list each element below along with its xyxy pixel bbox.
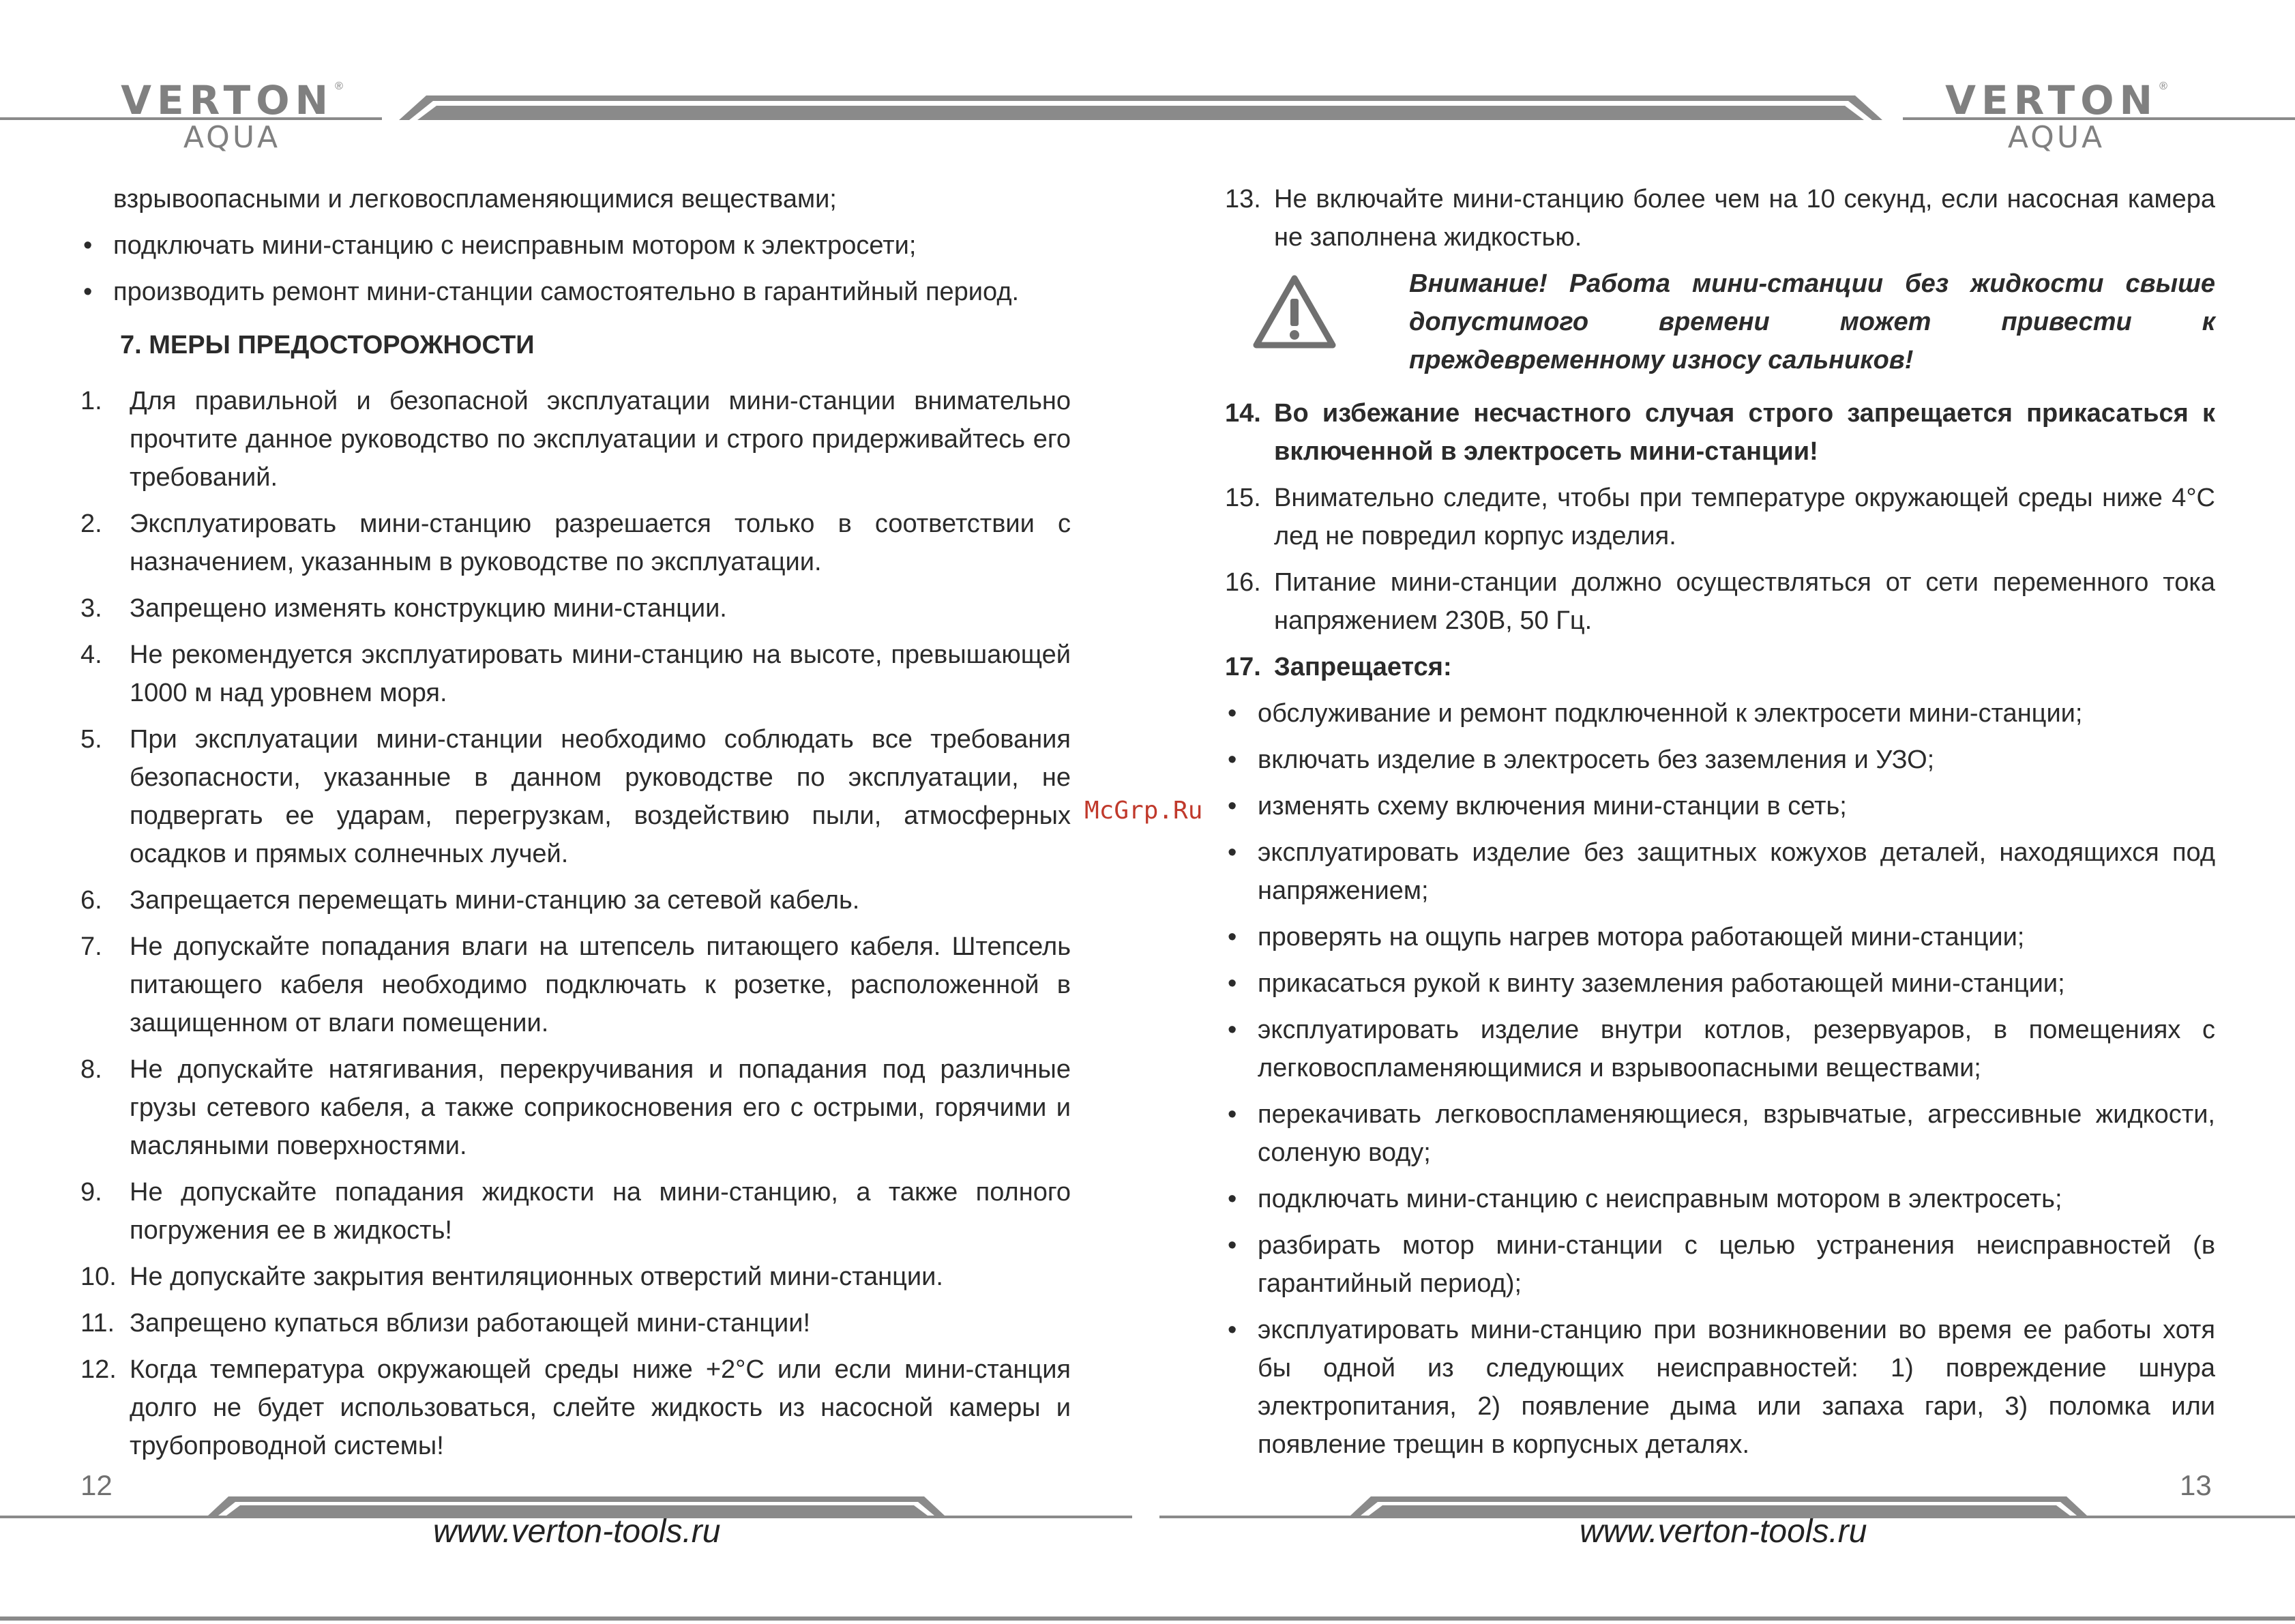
item-number: 8. xyxy=(80,1055,102,1084)
numbered-item xyxy=(80,1173,1071,1250)
bullet-mark: • xyxy=(1228,923,1237,951)
page-number-right: 13 xyxy=(2180,1469,2212,1501)
logo-brand-text: VERTON xyxy=(1945,77,2159,123)
item-text: Питание мини-станции должно осуществляться от сети переменного тока напряжением 230В, 50 Гц. xyxy=(1274,568,2215,635)
bullet-mark: • xyxy=(83,278,93,306)
list-item-text: прикасаться рукой к винту заземления работающей мини-станции; xyxy=(1258,969,2065,998)
item-text: Не допускайте попадания жидкости на мини-станцию, а также полного погружения ее в жидкость! xyxy=(130,1178,1071,1245)
bullet-mark: • xyxy=(1228,1231,1237,1260)
item-number: 9. xyxy=(80,1178,102,1207)
item-number: 11. xyxy=(80,1309,115,1338)
numbered-item xyxy=(80,1258,1071,1296)
page-number-left: 12 xyxy=(80,1469,113,1501)
item-text: Не допускайте попадания влаги на штепсель питающего кабеля. Штепсель питающего кабеля необходимо подключать к розетке, расположенной в защищенном от влаги помещении. xyxy=(130,932,1071,1037)
item-number: 13. xyxy=(1225,185,1261,213)
list-item-text: изменять схему включения мини-станции в сеть; xyxy=(1258,792,1847,821)
footer-url-right[interactable]: www.verton-tools.ru xyxy=(1580,1514,1867,1550)
item-number: 14. xyxy=(1225,399,1261,428)
item-number: 1. xyxy=(80,387,102,415)
item-text: Не рекомендуется эксплуатировать мини-станцию на высоте, превышающей 1000 м над уровнем моря. xyxy=(130,640,1071,707)
right-page-content xyxy=(1225,180,2215,1472)
list-item xyxy=(1225,1226,2215,1303)
logo-sub-text: AQUA xyxy=(183,120,281,155)
list-item xyxy=(1225,1011,2215,1087)
numbered-item xyxy=(1225,563,2215,640)
list-item-text: эксплуатировать изделие без защитных кожухов деталей, находящихся под напряжением; xyxy=(1258,838,2215,905)
numbered-item xyxy=(80,589,1071,628)
numbered-item xyxy=(80,505,1071,581)
list-item-text: эксплуатировать мини-станцию при возникновении во время ее работы хотя бы одной из следующих неисправностей: 1) повреждение шнура электропитания, 2) появление дыма или запаха гари, 3) поломка или появление трещин в корпусных деталях. xyxy=(1258,1316,2215,1459)
item-text: Запрещается: xyxy=(1274,653,1452,681)
section-heading: 7. МЕРЫ ПРЕДОСТОРОЖНОСТИ xyxy=(120,331,535,359)
list-item-text: разбирать мотор мини-станции с целью устранения неисправностей (в гарантийный период); xyxy=(1258,1231,2215,1298)
item-text: Во избежание несчастного случая строго запрещается прикасаться к включенной в электросеть мини-станции! xyxy=(1274,399,2215,466)
bullet-mark: • xyxy=(1228,699,1237,728)
bullet-mark: • xyxy=(1228,1100,1237,1129)
list-item-text: перекачивать легковоспламеняющиеся, взрывчатые, агрессивные жидкости, соленую воду; xyxy=(1258,1100,2215,1167)
item-number: 2. xyxy=(80,510,102,538)
list-item xyxy=(1225,964,2215,1003)
list-item xyxy=(1225,918,2215,956)
bullet-mark: • xyxy=(1228,1185,1237,1213)
numbered-item xyxy=(80,928,1071,1042)
list-item-text: обслуживание и ремонт подключенной к электросети мини-станции; xyxy=(1258,699,2083,728)
bullet-mark: • xyxy=(1228,1316,1237,1344)
item-number: 16. xyxy=(1225,568,1261,597)
numbered-item xyxy=(80,881,1071,919)
warning-notice xyxy=(1225,265,2215,379)
numbered-item xyxy=(80,1050,1071,1165)
item-number: 3. xyxy=(80,594,102,623)
list-item-text: подключать мини-станцию с неисправным мотором в электросеть; xyxy=(1258,1185,2062,1213)
item-text: Не допускайте натягивания, перекручивания и попадания под различные грузы сетевого кабеля, а также соприкосновения его с острыми, горячими и масляными поверхностями. xyxy=(130,1055,1071,1160)
list-item xyxy=(80,226,1071,265)
list-item xyxy=(1225,1095,2215,1172)
bullet-mark: • xyxy=(1228,745,1237,774)
logo-registered-mark: ® xyxy=(2159,80,2167,92)
logo-sub-text: AQUA xyxy=(2007,120,2105,155)
numbered-item xyxy=(1225,479,2215,555)
item-text: Когда температура окружающей среды ниже +2°С или если мини-станция долго не будет использоваться, слейте жидкость из насосной камеры и трубопроводной системы! xyxy=(130,1355,1071,1460)
list-item xyxy=(1225,833,2215,910)
item-text: Внимательно следите, чтобы при температуре окружающей среды ниже 4°С лед не повредил корпус изделия. xyxy=(1274,484,2215,550)
warning-text: Внимание! Работа мини-станции без жидкости свыше допустимого времени может привести к преждевременному износу сальников! xyxy=(1409,269,2215,374)
numbered-item xyxy=(80,636,1071,712)
watermark: McGrp.Ru xyxy=(1084,797,1203,825)
logo-brand-text: VERTON xyxy=(121,77,334,123)
item-text: Запрещено купаться вблизи работающей мини-станции! xyxy=(130,1309,811,1338)
item-number: 7. xyxy=(80,932,102,961)
list-item-text: включать изделие в электросеть без заземления и УЗО; xyxy=(1258,745,1935,774)
list-item xyxy=(1225,694,2215,733)
item-number: 15. xyxy=(1225,484,1261,512)
item-text: Не включайте мини-станцию более чем на 10 секунд, если насосная камера не заполнена жидкостью. xyxy=(1274,185,2215,252)
list-item xyxy=(1225,1311,2215,1464)
list-item-text: проверять на ощупь нагрев мотора работающей мини-станции; xyxy=(1258,923,2025,951)
numbered-item xyxy=(80,382,1071,497)
left-page-content xyxy=(80,180,1071,1473)
brand-logo-left xyxy=(109,77,355,155)
bullet-mark: • xyxy=(1228,838,1237,867)
numbered-item xyxy=(80,1350,1071,1465)
item-text: Запрещается перемещать мини-станцию за сетевой кабель. xyxy=(130,886,860,915)
bullet-mark: • xyxy=(83,231,93,260)
numbered-item xyxy=(1225,394,2215,471)
numbered-item xyxy=(1225,180,2215,256)
item-number: 17. xyxy=(1225,653,1261,681)
numbered-item xyxy=(80,720,1071,873)
item-number: 12. xyxy=(80,1355,117,1384)
item-number: 4. xyxy=(80,640,102,669)
item-number: 5. xyxy=(80,725,102,754)
list-item-text: эксплуатировать изделие внутри котлов, резервуаров, в помещениях с легковоспламеняющимися и взрывоопасными веществами; xyxy=(1258,1016,2215,1082)
brand-logo-right xyxy=(1934,77,2179,155)
bullet-mark: • xyxy=(1228,792,1237,821)
item-text: Не допускайте закрытия вентиляционных отверстий мини-станции. xyxy=(130,1263,943,1291)
item-text: Эксплуатировать мини-станцию разрешается только в соответствии с назначением, указанным в руководстве по эксплуатации. xyxy=(130,510,1071,576)
numbered-item xyxy=(1225,648,2215,686)
item-number: 10. xyxy=(80,1263,117,1291)
bullet-mark: • xyxy=(1228,1016,1237,1044)
list-item xyxy=(80,273,1071,311)
list-item-text: подключать мини-станцию с неисправным мотором к электросети; xyxy=(113,231,917,260)
item-number: 6. xyxy=(80,886,102,915)
logo-registered-mark: ® xyxy=(335,80,343,92)
footer-url-left[interactable]: www.verton-tools.ru xyxy=(433,1514,721,1550)
numbered-item xyxy=(80,1304,1071,1342)
item-text: Для правильной и безопасной эксплуатации мини-станции внимательно прочтите данное руководство по эксплуатации и строго придерживайтесь его требований. xyxy=(130,387,1071,492)
bullet-mark: • xyxy=(1228,969,1237,998)
list-item xyxy=(1225,787,2215,825)
list-item-text: производить ремонт мини-станции самостоятельно в гарантийный период. xyxy=(113,278,1020,306)
item-text: Запрещено изменять конструкцию мини-станции. xyxy=(130,594,727,623)
item-text: При эксплуатации мини-станции необходимо соблюдать все требования безопасности, указанные в данном руководстве по эксплуатации, не подвергать ее ударам, перегрузкам, воздействию пыли, атмосферных осадков и прямых солнечных лучей. xyxy=(130,725,1071,868)
warning-triangle-icon xyxy=(1225,265,1409,379)
continuation-text: взрывоопасными и легковоспламеняющимися веществами; xyxy=(113,185,837,213)
list-item xyxy=(1225,741,2215,779)
list-item xyxy=(1225,1180,2215,1218)
